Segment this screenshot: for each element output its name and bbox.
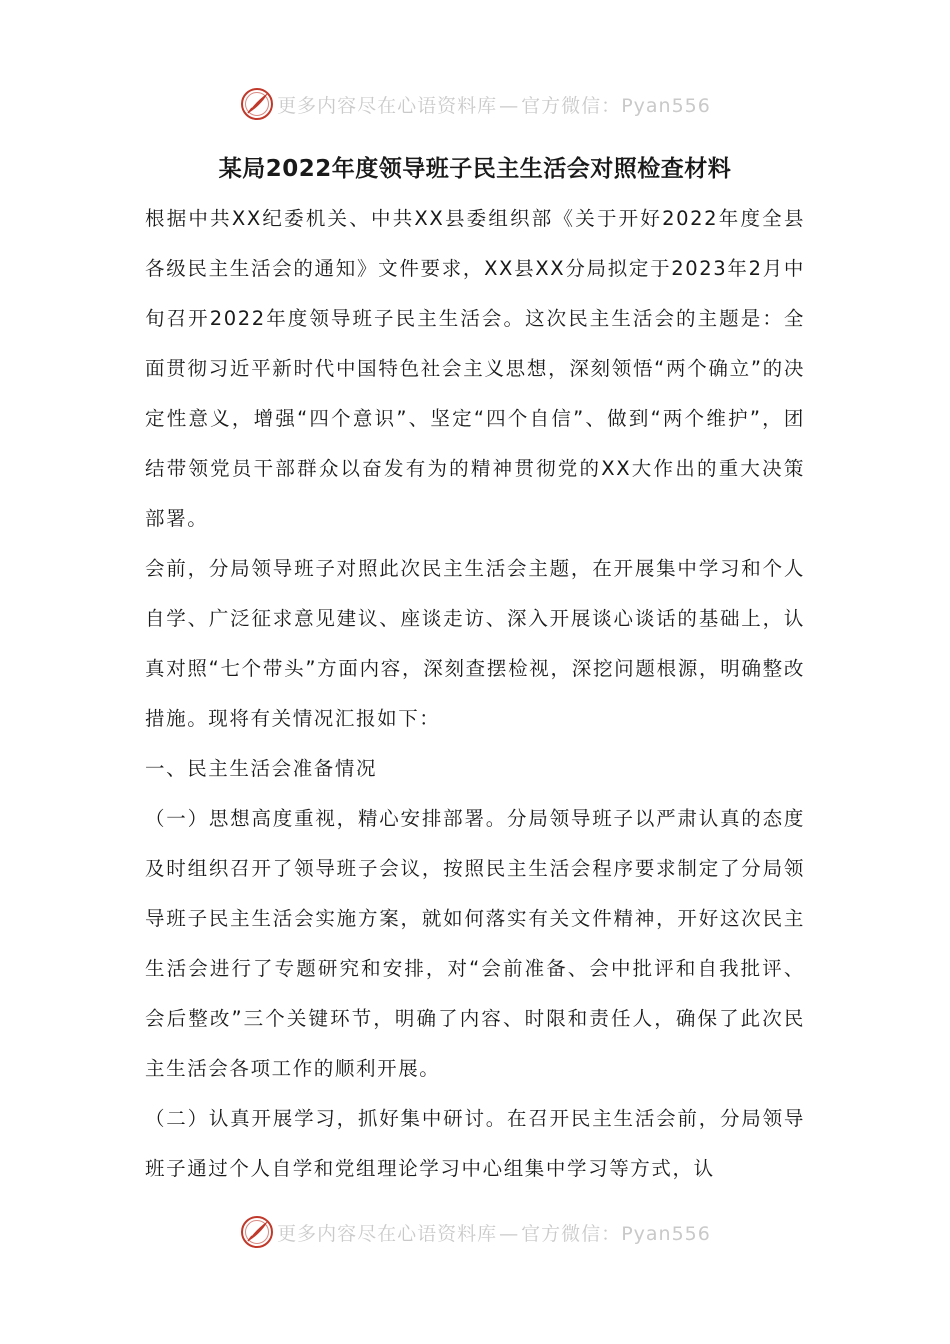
watermark-text: 更多内容尽在心语资料库 — 官方微信：Pyan556 [277, 94, 711, 117]
watermark-text: 更多内容尽在心语资料库 — 官方微信：Pyan556 [277, 1222, 711, 1245]
quill-circle-icon [239, 1214, 275, 1250]
footer-watermark [0, 1212, 950, 1252]
paragraph-preparation: 会前，分局领导班子对照此次民主生活会主题，在开展集中学习和个人自学、广泛征求意见建议、座谈走访、深入开展谈心谈话的基础上，认真对照“七个带头”方面内容，深刻查摆检视，深挖问题根源，明确整改措施。现将有关情况汇报如下： [145, 557, 805, 730]
document-title: 某局2022年度领导班子民主生活会对照检查材料 [218, 156, 732, 182]
section-heading: 一、民主生活会准备情况 [145, 757, 378, 780]
paragraph-item-2: （二）认真开展学习，抓好集中研讨。在召开民主生活会前，分局领导班子通过个人自学和党组理论学习中心组集中学习等方式，认 [145, 1107, 805, 1180]
watermark-account: Pyan556 [621, 94, 711, 117]
watermark-account: Pyan556 [621, 1222, 711, 1245]
paragraph-intro: 根据中共XX纪委机关、中共XX县委组织部《关于开好2022年度全县各级民主生活会的通知》文件要求，XX县XX分局拟定于2023年2月中旬召开2022年度领导班子民主生活会。这次民主生活会的主题是：全面贯彻习近平新时代中国特色社会主义思想，深刻领悟“两个确立”的决定性意义，增强“四个意识”、坚定“四个自信”、做到“两个维护”，团结带领党员干部群众以奋发有为的精神贯彻党的XX大作出的重大决策部署。 [145, 207, 805, 530]
paragraph-item-1: （一）思想高度重视，精心安排部署。分局领导班子以严肃认真的态度及时组织召开了领导班子会议，按照民主生活会程序要求制定了分局领导班子民主生活会实施方案，就如何落实有关文件精神，开好这次民主生活会进行了专题研究和安排，对“会前准备、会中批评和自我批评、会后整改”三个关键环节，明确了内容、时限和责任人，确保了此次民主生活会各项工作的顺利开展。 [145, 807, 805, 1080]
header-watermark [0, 84, 950, 124]
document-body [145, 194, 805, 1194]
quill-circle-icon [239, 86, 275, 122]
